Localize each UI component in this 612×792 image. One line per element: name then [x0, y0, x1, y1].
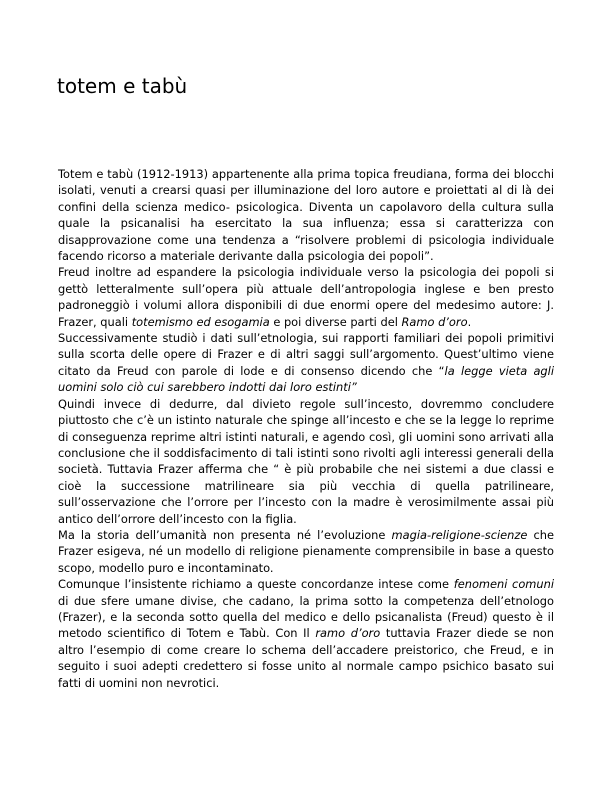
quotation: la legge vieta agli uomini solo ciò cui sarebbero indotti dai loro estinti”	[58, 363, 554, 395]
paragraph-1	[58, 166, 554, 264]
paragraph-text: tuttavia Frazer diede se non altro l’esempio di come creare lo schema dell’accadere preistorico, che Freud, e in seguito i suoi adepti credettero si fosse unito al normale campo psichico basato sui fatti di uomini non nevrotici.	[58, 626, 554, 690]
paragraph-2	[58, 264, 554, 330]
paragraph-6	[58, 576, 554, 691]
book-title: ramo d’oro	[315, 626, 381, 641]
paragraph-text: Quindi invece di dedurre, dal divieto regole sull’incesto, dovremmo concludere piuttosto che c’è un istinto naturale che spinge all’incesto e che se la legge lo reprime di conseguenza reprime altri istinti naturali, e agendo così, gli uomini sono arrivati alla conclusione che il soddisfacimento di tali istinti sono rivolti agli interessi generali della società. Tuttavia Frazer afferma che “ è più probabile che nei sistemi a due classi e cioè la successione matrilineare sia più vecchia di quella patrilineare, sull’osservazione che l’orrore per l’incesto con la madre è verosimilmente assai più antico dell’orrore dell’incesto con la figlia.	[58, 396, 554, 526]
paragraph-text: .	[467, 314, 472, 329]
paragraph-text: che Frazer esigeva, né un modello di religione pienamente comprensibile in base a questo scopo, modello puro e incontaminato.	[58, 527, 554, 575]
paragraph-text: Totem e tabù (1912-1913) appartenente alla prima topica freudiana, forma dei blocchi isolati, venuti a crearsi quasi per illuminazione del loro autore e proiettati al di là dei confini della scienza medico- psicologica. Diventa un capolavoro della cultura sulla quale la psicanalisi ha esercitato la sua influenza; essa si caratterizza con disapprovazione come una tendenza a “risolvere problemi di psicologia individuale facendo ricorso a materiale derivante dalla psicologia dei popoli”.	[58, 167, 554, 264]
document-body	[58, 166, 554, 691]
paragraph-text: Ma la storia dell’umanità non presenta né l’evoluzione	[58, 527, 392, 542]
book-title: totemismo ed esogamia	[131, 314, 270, 329]
paragraph-text: e poi diverse parti del	[269, 314, 402, 329]
page-title: totem e tabù	[57, 74, 188, 98]
paragraph-4	[58, 396, 554, 527]
book-title: Ramo d’oro	[401, 314, 468, 329]
paragraph-text: Comunque l’insistente richiamo a queste concordanze intese come	[58, 577, 454, 592]
paragraph-3	[58, 330, 554, 396]
paragraph-5	[58, 527, 554, 576]
paragraph-text: Successivamente studiò i dati sull’etnologia, sui rapporti familiari dei popoli primitivi sulla scorta delle opere di Frazer e di altri saggi sull’argomento. Quest’ultimo viene citato da Freud con parole di lode e di consenso dicendo che “	[58, 331, 554, 378]
emphasis: fenomeni comuni	[453, 577, 554, 592]
paragraph-text: Freud inoltre ad espandere la psicologia individuale verso la psicologia dei popoli si gettò letteralmente sull’opera più attuale dell’antropologia inglese e ben presto padroneggiò i volumi allora disponibili di due enormi opere del medesimo autore: J. Frazer, quali	[58, 265, 554, 329]
emphasis: magia-religione-scienze	[391, 527, 528, 542]
paragraph-text: di due sfere umane divise, che cadano, la prima sotto la competenza dell’etnologo (Frazer), e la seconda sotto quella del medico e dello psicanalista (Freud) questo è il metodo scientifico di Totem e Tabù. Con Il	[58, 593, 554, 641]
